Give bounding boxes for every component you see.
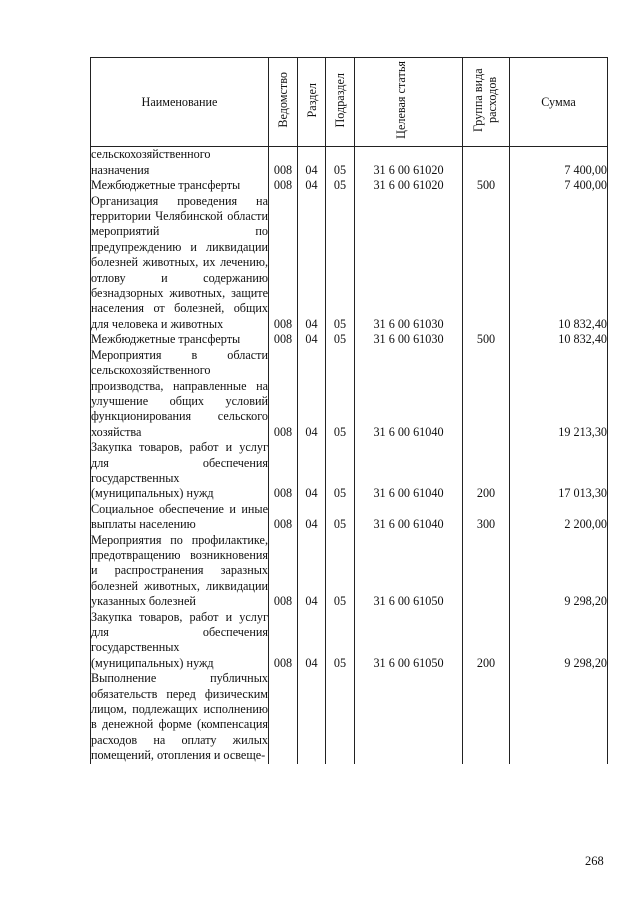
cell-podrazdel: 05 [326, 610, 355, 672]
cell-celevaya-statya: 31 6 00 61050 [355, 610, 463, 672]
cell-podrazdel: 05 [326, 194, 355, 333]
cell-gruppa [463, 194, 510, 333]
cell-podrazdel: 05 [326, 502, 355, 533]
cell-razdel [298, 671, 326, 763]
cell-podrazdel: 05 [326, 147, 355, 178]
header-razdel [298, 58, 326, 147]
cell-vedomstvo: 008 [269, 502, 298, 533]
header-name: Наименование [91, 58, 269, 147]
table-row [91, 671, 608, 763]
table-header-row [91, 58, 608, 147]
cell-celevaya-statya [355, 671, 463, 763]
cell-podrazdel: 05 [326, 178, 355, 193]
table-row [91, 194, 608, 333]
cell-razdel: 04 [298, 533, 326, 610]
header-gruppa-vida-raskhodov [463, 58, 510, 147]
budget-table [90, 57, 608, 764]
cell-razdel: 04 [298, 194, 326, 333]
cell-name: Мероприятия в области сельскохозяйственного производства, направленные на улучшение общих условий функционирования сельского хозяйства [91, 347, 268, 439]
cell-celevaya-statya: 31 6 00 61040 [355, 502, 463, 533]
header-podrazdel-label: Подраздел [333, 72, 347, 128]
cell-razdel: 04 [298, 332, 326, 347]
cell-vedomstvo [269, 671, 298, 763]
cell-vedomstvo: 008 [269, 194, 298, 333]
cell-gruppa: 200 [463, 440, 510, 502]
header-celevaya-statya-label: Целевая статья [393, 61, 408, 139]
cell-name: Межбюджетные трансферты [91, 332, 269, 347]
header-gruppa-label: Группа вида расходов [471, 68, 499, 132]
cell-name: Закупка товаров, работ и услуг для обеспечения государственных (муниципальных) нужд [91, 609, 268, 670]
cell-razdel: 04 [298, 348, 326, 440]
table-row [91, 178, 608, 193]
cell-gruppa [463, 671, 510, 763]
table-row [91, 348, 608, 440]
cell-summa: 9 298,20 [510, 533, 608, 610]
cell-summa: 17 013,30 [510, 440, 608, 502]
cell-podrazdel: 05 [326, 440, 355, 502]
cell-gruppa: 300 [463, 502, 510, 533]
cell-name: Социальное обеспечение и иные выплаты населению [91, 501, 268, 532]
cell-podrazdel: 05 [326, 533, 355, 610]
page-number: 268 [585, 854, 604, 868]
table-row [91, 147, 608, 178]
cell-razdel: 04 [298, 610, 326, 672]
cell-summa [510, 671, 608, 763]
table-row [91, 332, 608, 347]
table-row [91, 440, 608, 502]
cell-razdel: 04 [298, 502, 326, 533]
cell-summa: 10 832,40 [510, 194, 608, 333]
cell-razdel: 04 [298, 178, 326, 193]
cell-celevaya-statya: 31 6 00 61030 [355, 332, 463, 347]
cell-name: сельскохозяйственного назначения [91, 147, 269, 178]
cell-name: Выполнение публичных обязательств перед физическим лицом, подлежащих исполнению в денежной форме (компенсация расходов на оплату жилых помещений, отопления и освеще- [91, 671, 268, 763]
cell-podrazdel: 05 [326, 348, 355, 440]
cell-name: Межбюджетные трансферты [91, 178, 269, 193]
cell-summa: 10 832,40 [510, 332, 608, 347]
table-row [91, 533, 608, 610]
cell-razdel: 04 [298, 147, 326, 178]
cell-vedomstvo: 008 [269, 147, 298, 178]
cell-gruppa [463, 533, 510, 610]
cell-vedomstvo: 008 [269, 440, 298, 502]
cell-celevaya-statya: 31 6 00 61020 [355, 147, 463, 178]
cell-name: Мероприятия по профилактике, предотвращению возникновения и распространения заразных болезней животных, ликвидации указанных болезней [91, 532, 268, 609]
cell-summa: 7 400,00 [510, 147, 608, 178]
cell-vedomstvo: 008 [269, 348, 298, 440]
cell-razdel: 04 [298, 440, 326, 502]
cell-gruppa [463, 147, 510, 178]
cell-gruppa [463, 348, 510, 440]
header-podrazdel [326, 58, 355, 147]
cell-podrazdel: 05 [326, 332, 355, 347]
cell-vedomstvo: 008 [269, 533, 298, 610]
cell-vedomstvo: 008 [269, 610, 298, 672]
cell-summa: 19 213,30 [510, 348, 608, 440]
header-razdel-label: Раздел [304, 82, 319, 118]
cell-celevaya-statya: 31 6 00 61030 [355, 194, 463, 333]
cell-vedomstvo: 008 [269, 332, 298, 347]
cell-celevaya-statya: 31 6 00 61050 [355, 533, 463, 610]
cell-gruppa: 500 [463, 178, 510, 193]
cell-name: Закупка товаров, работ и услуг для обеспечения государственных (муниципальных) нужд [91, 440, 268, 501]
cell-summa: 9 298,20 [510, 610, 608, 672]
cell-celevaya-statya: 31 6 00 61020 [355, 178, 463, 193]
cell-gruppa: 200 [463, 610, 510, 672]
cell-podrazdel [326, 671, 355, 763]
cell-gruppa: 500 [463, 332, 510, 347]
header-vedomstvo-label: Ведомство [276, 72, 290, 128]
cell-name: Организация проведения на территории Челябинской области мероприятий по предупреждению и ликвидации болезней животных, их лечению, отлову и содержанию безнадзорных животных, защите населения от болезней, общих для человека и животных [91, 193, 268, 331]
cell-celevaya-statya: 31 6 00 61040 [355, 348, 463, 440]
table-row [91, 610, 608, 672]
header-vedomstvo [269, 58, 298, 147]
cell-summa: 7 400,00 [510, 178, 608, 193]
cell-celevaya-statya: 31 6 00 61040 [355, 440, 463, 502]
cell-vedomstvo: 008 [269, 178, 298, 193]
cell-summa: 2 200,00 [510, 502, 608, 533]
table-row [91, 502, 608, 533]
table-body [91, 147, 608, 764]
header-summa: Сумма [510, 58, 608, 147]
header-celevaya-statya [355, 58, 463, 147]
